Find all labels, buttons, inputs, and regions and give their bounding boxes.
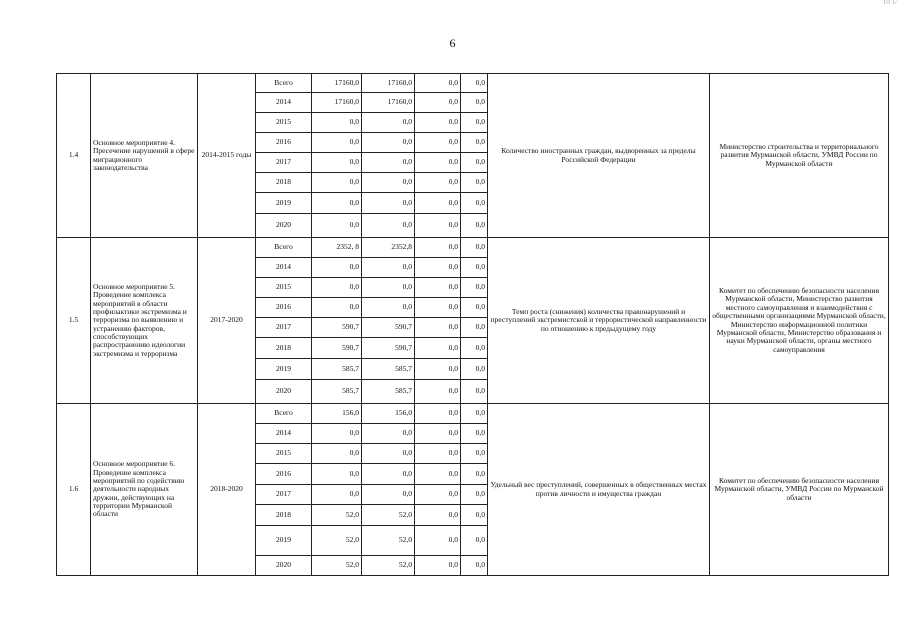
value-total: 590,7 bbox=[312, 318, 362, 338]
value-total: 0,0 bbox=[312, 485, 362, 505]
value-federal: 0,0 bbox=[415, 278, 461, 298]
value-federal: 0,0 bbox=[415, 214, 461, 238]
item-period: 2014-2015 годы bbox=[198, 74, 256, 238]
value-other: 0,0 bbox=[461, 193, 488, 214]
value-other: 0,0 bbox=[461, 526, 488, 556]
executor: Министерство строительства и территориального развития Мурманской области, УМВД России по Мурманской области bbox=[710, 74, 889, 238]
value-other: 0,0 bbox=[461, 173, 488, 193]
value-total: 0,0 bbox=[312, 214, 362, 238]
item-number: 1.4 bbox=[57, 74, 91, 238]
table-row bbox=[57, 238, 889, 258]
value-regional: 0,0 bbox=[362, 153, 415, 173]
year-label: 2015 bbox=[256, 113, 312, 133]
year-label: 2018 bbox=[256, 338, 312, 359]
year-label: 2014 bbox=[256, 258, 312, 278]
value-other: 0,0 bbox=[461, 444, 488, 464]
year-label: 2017 bbox=[256, 485, 312, 505]
value-regional: 52,0 bbox=[362, 556, 415, 576]
indicator: Темп роста (снижения) количества правонарушений и преступлений экстремистской и террористической направленности по отношению к предыдущему году bbox=[488, 238, 710, 404]
value-total: 52,0 bbox=[312, 505, 362, 526]
value-other: 0,0 bbox=[461, 278, 488, 298]
year-label: 2017 bbox=[256, 153, 312, 173]
value-federal: 0,0 bbox=[415, 238, 461, 258]
value-federal: 0,0 bbox=[415, 93, 461, 113]
value-total: 0,0 bbox=[312, 153, 362, 173]
value-other: 0,0 bbox=[461, 556, 488, 576]
year-label: Всего bbox=[256, 74, 312, 93]
value-other: 0,0 bbox=[461, 133, 488, 153]
value-other: 0,0 bbox=[461, 464, 488, 485]
item-number: 1.6 bbox=[57, 404, 91, 576]
value-regional: 0,0 bbox=[362, 113, 415, 133]
value-regional: 17160,0 bbox=[362, 74, 415, 93]
value-federal: 0,0 bbox=[415, 404, 461, 424]
year-label: 2019 bbox=[256, 193, 312, 214]
item-name: Основное мероприятие 4. Пресечение нарушений в сфере миграционного законодательства bbox=[91, 74, 198, 238]
value-federal: 0,0 bbox=[415, 526, 461, 556]
value-regional: 0,0 bbox=[362, 444, 415, 464]
year-label: 2020 bbox=[256, 214, 312, 238]
year-label: 2020 bbox=[256, 380, 312, 404]
value-other: 0,0 bbox=[461, 505, 488, 526]
value-total: 0,0 bbox=[312, 424, 362, 444]
value-total: 17160,0 bbox=[312, 74, 362, 93]
value-regional: 0,0 bbox=[362, 485, 415, 505]
value-regional: 0,0 bbox=[362, 424, 415, 444]
year-label: 2014 bbox=[256, 93, 312, 113]
year-label: 2016 bbox=[256, 133, 312, 153]
item-name: Основное мероприятие 5. Проведение комплекса мероприятий в области профилактики экстремизма и терроризма по выявлению и устранению факторов, способствующих распространению идеологии экстремизма и терроризма bbox=[91, 238, 198, 404]
value-federal: 0,0 bbox=[415, 153, 461, 173]
year-label: Всего bbox=[256, 238, 312, 258]
year-label: 2016 bbox=[256, 298, 312, 318]
value-regional: 0,0 bbox=[362, 214, 415, 238]
value-total: 0,0 bbox=[312, 278, 362, 298]
value-total: 0,0 bbox=[312, 133, 362, 153]
year-label: 2016 bbox=[256, 464, 312, 485]
indicator: Удельный вес преступлений, совершенных в общественных местах против личности и имущества граждан bbox=[488, 404, 710, 576]
value-federal: 0,0 bbox=[415, 505, 461, 526]
value-federal: 0,0 bbox=[415, 464, 461, 485]
value-total: 0,0 bbox=[312, 444, 362, 464]
year-label: Всего bbox=[256, 404, 312, 424]
value-other: 0,0 bbox=[461, 74, 488, 93]
value-federal: 0,0 bbox=[415, 193, 461, 214]
executor: Комитет по обеспечению безопасности населения Мурманской области, УМВД России по Мурманской области bbox=[710, 404, 889, 576]
value-federal: 0,0 bbox=[415, 173, 461, 193]
value-regional: 585,7 bbox=[362, 380, 415, 404]
value-total: 590,7 bbox=[312, 338, 362, 359]
value-regional: 585,7 bbox=[362, 359, 415, 380]
corner-mark: 10 1/ bbox=[882, 0, 897, 6]
item-name: Основное мероприятие 6. Проведение комплекса мероприятий по содействию деятельности народных дружин, действующих на территории Мурманской области bbox=[91, 404, 198, 576]
value-federal: 0,0 bbox=[415, 359, 461, 380]
value-federal: 0,0 bbox=[415, 338, 461, 359]
year-label: 2018 bbox=[256, 173, 312, 193]
value-total: 0,0 bbox=[312, 113, 362, 133]
value-total: 0,0 bbox=[312, 193, 362, 214]
year-label: 2020 bbox=[256, 556, 312, 576]
value-federal: 0,0 bbox=[415, 424, 461, 444]
value-regional: 590,7 bbox=[362, 318, 415, 338]
value-other: 0,0 bbox=[461, 338, 488, 359]
value-total: 52,0 bbox=[312, 556, 362, 576]
value-regional: 0,0 bbox=[362, 258, 415, 278]
year-label: 2019 bbox=[256, 526, 312, 556]
year-label: 2017 bbox=[256, 318, 312, 338]
item-period: 2018-2020 bbox=[198, 404, 256, 576]
value-regional: 156,0 bbox=[362, 404, 415, 424]
value-other: 0,0 bbox=[461, 153, 488, 173]
value-other: 0,0 bbox=[461, 93, 488, 113]
value-other: 0,0 bbox=[461, 214, 488, 238]
year-label: 2015 bbox=[256, 278, 312, 298]
value-federal: 0,0 bbox=[415, 380, 461, 404]
value-total: 0,0 bbox=[312, 173, 362, 193]
year-label: 2014 bbox=[256, 424, 312, 444]
value-regional: 0,0 bbox=[362, 193, 415, 214]
value-other: 0,0 bbox=[461, 404, 488, 424]
page-number: 6 bbox=[449, 36, 456, 50]
year-label: 2019 bbox=[256, 359, 312, 380]
year-label: 2018 bbox=[256, 505, 312, 526]
value-other: 0,0 bbox=[461, 318, 488, 338]
value-regional: 52,0 bbox=[362, 505, 415, 526]
value-total: 0,0 bbox=[312, 258, 362, 278]
value-federal: 0,0 bbox=[415, 74, 461, 93]
year-label: 2015 bbox=[256, 444, 312, 464]
value-federal: 0,0 bbox=[415, 133, 461, 153]
value-federal: 0,0 bbox=[415, 556, 461, 576]
value-federal: 0,0 bbox=[415, 258, 461, 278]
value-other: 0,0 bbox=[461, 485, 488, 505]
value-federal: 0,0 bbox=[415, 318, 461, 338]
program-table-body bbox=[57, 74, 889, 576]
value-total: 17160,0 bbox=[312, 93, 362, 113]
value-total: 52,0 bbox=[312, 526, 362, 556]
value-regional: 0,0 bbox=[362, 173, 415, 193]
item-period: 2017-2020 bbox=[198, 238, 256, 404]
value-regional: 590,7 bbox=[362, 338, 415, 359]
value-total: 2352, 8 bbox=[312, 238, 362, 258]
value-other: 0,0 bbox=[461, 380, 488, 404]
value-regional: 0,0 bbox=[362, 464, 415, 485]
value-regional: 2352,8 bbox=[362, 238, 415, 258]
value-federal: 0,0 bbox=[415, 485, 461, 505]
value-regional: 0,0 bbox=[362, 133, 415, 153]
value-other: 0,0 bbox=[461, 359, 488, 380]
value-regional: 0,0 bbox=[362, 278, 415, 298]
value-other: 0,0 bbox=[461, 238, 488, 258]
value-regional: 17160,0 bbox=[362, 93, 415, 113]
executor: Комитет по обеспечению безопасности населения Мурманской области, Министерство развития местного самоуправления и взаимодействия с общественными организациями Мурманской области, Министерство информационной политики Мурманской области, Министерство образования и науки Мурманской области, органы местного самоуправления bbox=[710, 238, 889, 404]
value-federal: 0,0 bbox=[415, 298, 461, 318]
value-regional: 0,0 bbox=[362, 298, 415, 318]
value-regional: 52,0 bbox=[362, 526, 415, 556]
value-total: 585,7 bbox=[312, 380, 362, 404]
value-other: 0,0 bbox=[461, 258, 488, 278]
item-number: 1.5 bbox=[57, 238, 91, 404]
indicator: Количество иностранных граждан, выдворенных за пределы Российской Федерации bbox=[488, 74, 710, 238]
value-total: 0,0 bbox=[312, 298, 362, 318]
table-row bbox=[57, 404, 889, 424]
value-total: 0,0 bbox=[312, 464, 362, 485]
value-other: 0,0 bbox=[461, 424, 488, 444]
value-total: 585,7 bbox=[312, 359, 362, 380]
value-federal: 0,0 bbox=[415, 444, 461, 464]
value-total: 156,0 bbox=[312, 404, 362, 424]
program-table bbox=[56, 73, 889, 576]
value-other: 0,0 bbox=[461, 113, 488, 133]
table-row bbox=[57, 74, 889, 93]
value-federal: 0,0 bbox=[415, 113, 461, 133]
value-other: 0,0 bbox=[461, 298, 488, 318]
